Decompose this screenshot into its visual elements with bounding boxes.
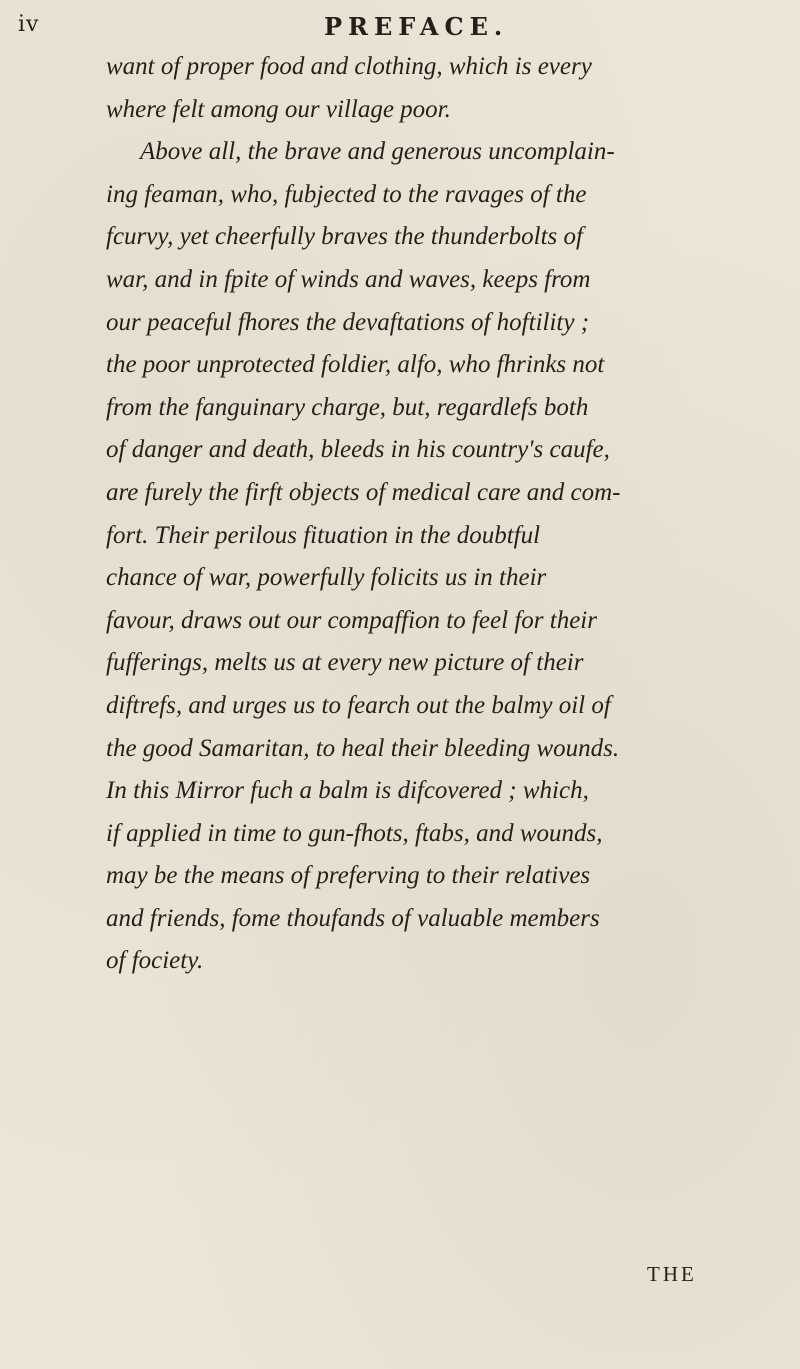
text-line: if applied in time to gun-fhots, ftabs, and wounds, (106, 819, 603, 847)
text-line: fort. Their perilous fituation in the doubtful (106, 521, 541, 549)
text-line: favour, draws out our compaffion to feel for their (106, 606, 597, 634)
text-line: the good Samaritan, to heal their bleeding wounds. (106, 734, 620, 762)
catchword: THE (647, 1262, 697, 1286)
text-line: of danger and death, bleeds in his country's caufe, (106, 436, 610, 464)
text-line: where felt among our village poor. (106, 95, 451, 123)
text-line: our peaceful fhores the devaftations of hoftility ; (106, 308, 590, 336)
text-line: and friends, fome thoufands of valuable members (106, 904, 600, 932)
text-line: the poor unprotected foldier, alfo, who fhrinks not (106, 351, 605, 379)
page-number: iv (18, 12, 40, 37)
body-text (106, 46, 786, 983)
text-line: war, and in fpite of winds and waves, keeps from (106, 265, 591, 293)
text-line: Above all, the brave and generous uncomplain- (140, 138, 615, 166)
text-line: ing feaman, who, fubjected to the ravages of the (106, 180, 587, 208)
text-line: fufferings, melts us at every new picture of their (106, 649, 584, 677)
text-line: In this Mirror fuch a balm is difcovered ; which, (106, 777, 589, 805)
text-line: may be the means of preferving to their relatives (106, 862, 591, 890)
text-line: want of proper food and clothing, which is every (106, 53, 592, 80)
text-line: chance of war, powerfully folicits us in their (106, 564, 547, 592)
text-line: from the fanguinary charge, but, regardlefs both (106, 393, 589, 421)
text-line: are furely the firft objects of medical care and com- (106, 478, 621, 506)
text-line: fcurvy, yet cheerfully braves the thunderbolts of (106, 223, 583, 251)
text-line: of fociety. (106, 947, 204, 975)
running-head: PREFACE. (324, 12, 509, 41)
text-line: diftrefs, and urges us to fearch out the balmy oil of (106, 691, 611, 719)
page-header (0, 6, 800, 46)
